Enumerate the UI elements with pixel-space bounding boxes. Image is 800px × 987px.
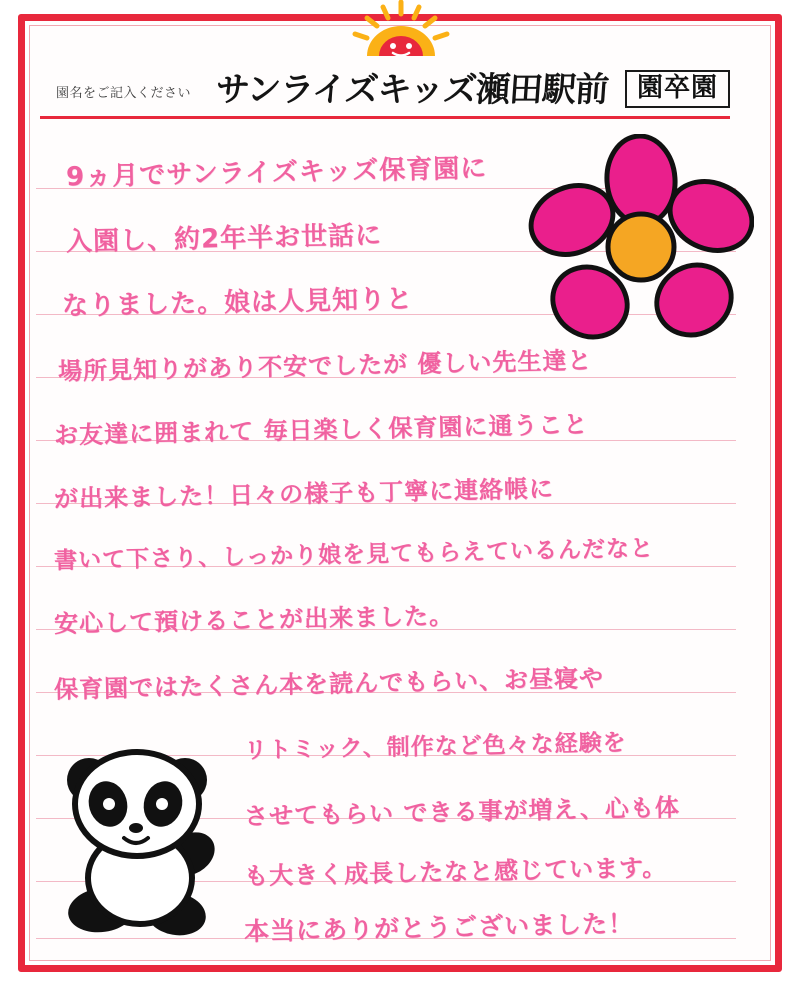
graduation-badge: 園卒園 (625, 70, 730, 108)
handwriting-line: も大きく成長したなと感じています。 (243, 853, 668, 891)
sun-logo-icon (345, 0, 457, 56)
handwriting-line: お友達に囲まれて 毎日楽しく保育園に通うこと (53, 410, 589, 450)
card-header (40, 56, 730, 118)
handwriting-line: 書いて下さり、しっかり娘を見てもらえているんだなと (53, 535, 655, 575)
handwriting-line: 保育園ではたくさん本を読んでもらい、お昼寝や (53, 664, 605, 704)
handwriting-line: なりました。娘は人見知りと (61, 284, 414, 322)
school-name-value: サンライズキッズ瀬田駅前 (214, 70, 610, 110)
handwriting-line: が出来ました！日々の様子も丁寧に連絡帳に (53, 474, 555, 514)
handwriting-line: 9ヵ月でサンライズキッズ保育園に (65, 153, 488, 193)
flower-doodle-icon (528, 134, 754, 360)
handwriting-line: 安心して預けることが出来ました。 (53, 601, 455, 639)
handwriting-line: させてもらい できる事が増え、心も体 (243, 793, 681, 831)
school-name-instruction-label: 園名をご記入ください (56, 85, 192, 100)
handwriting-line: 入園し、約2年半お世話に (65, 220, 383, 258)
handwriting-line: 本当にありがとうございました！ (243, 908, 635, 947)
handwriting-line: リトミック、制作など色々な経験を (243, 729, 627, 765)
header-divider (40, 116, 730, 119)
panda-doodle-icon (44, 728, 244, 940)
handwriting-line: 場所見知りがあり不安でしたが 優しい先生達と (57, 346, 593, 386)
